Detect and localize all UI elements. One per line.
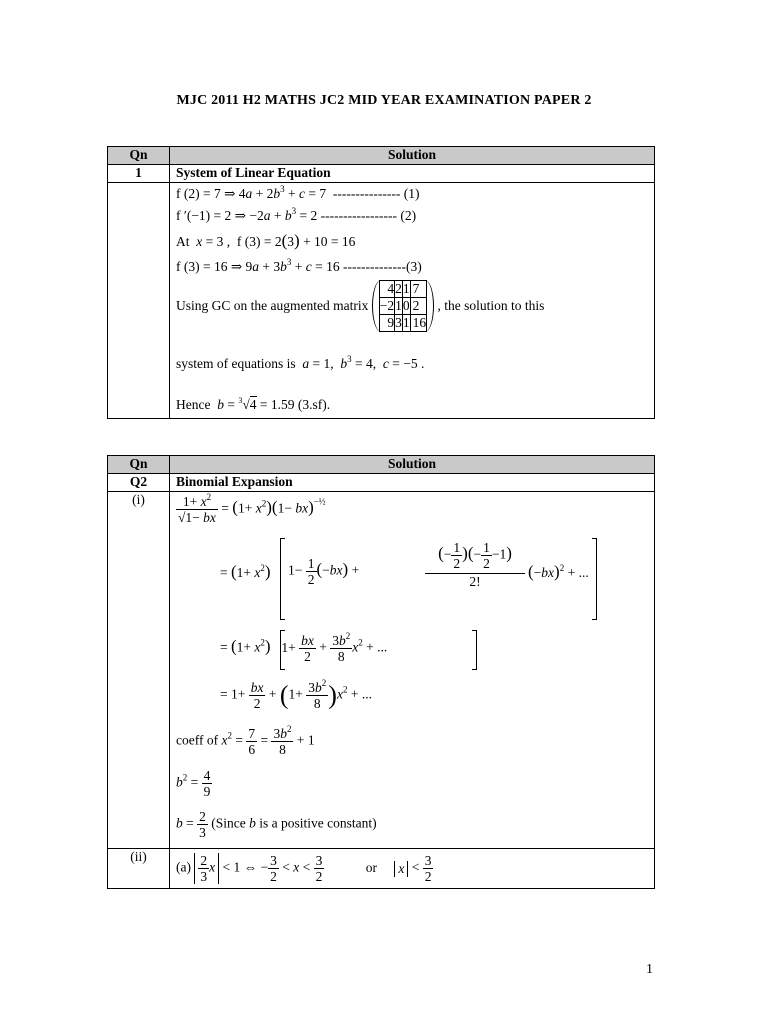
- solution-table-2: [107, 455, 655, 889]
- equation-line-2: f ′(−1) = 2 ⇒ $-2a + b^3 = 2$ ----------------- (2): [176, 206, 417, 223]
- augmented-matrix: 4 2 1 7 −2 1 0 2 9 3 1 16: [372, 280, 434, 332]
- expansion-line-1: $\frac{1+ x^2}{√1- bx}$ = $(1+ x^2)(1- bx)^{-\frac{1}{2}}$: [178, 492, 326, 525]
- expansion-line-3: = $(1+ x^2)$ 1+ $\frac{bx}{2}$ + $\frac{3b^2}{8}$ $x^2$ + ...: [220, 631, 388, 664]
- equation-line-1: f (2) = 7 ⇒ $4a + 2b^3 + c = 7$ --------------- (1): [176, 184, 420, 201]
- page-title: MJC 2011 H2 MATHS JC2 MID YEAR EXAMINATION PAPER 2: [176, 93, 592, 108]
- topic-title: Binomial Expansion: [170, 474, 655, 492]
- topic-row: [108, 474, 655, 492]
- page-number: 1: [646, 962, 653, 977]
- table-header-row: [108, 456, 655, 474]
- validity-line: (a) $\frac{2}{3}$ x < 1 ⇔ − $\frac{3}{2}$ < x < $\frac{3}{2}$ or x < $\frac{3}{2}$: [176, 853, 432, 884]
- table-header-row: [108, 147, 655, 165]
- expansion-line-4: = 1+ $\frac{bx}{2}$ + (1+ $\frac{3b^2}{8}$ )$x^2$ + ...: [220, 678, 372, 711]
- equation-line-3: At x = 3 , f (3) = 2(3) + 10 = 16: [176, 231, 356, 250]
- augmented-matrix-line: Using GC on the augmented matrix 4 2 1 7 −2 1 0 2 9 3 1 16 , the solution to this: [176, 281, 545, 330]
- hence-line: Hence b = $^3$√4 = 1.59 (3.sf).: [176, 396, 331, 412]
- header-qn: Qn: [108, 147, 170, 165]
- solution-body-2-ii: [170, 849, 655, 889]
- b-value-line: b = $\frac{2}{3}$ (Since b is a positive constant): [176, 809, 377, 840]
- part-label-ii: (ii): [108, 849, 170, 889]
- solution-body-1: [170, 183, 655, 419]
- coefficient-line: coeff of $x^2$ = $\frac{7}{6}$ = $\frac{3b^2}{8}$ + 1: [176, 724, 315, 757]
- header-solution: Solution: [170, 456, 655, 474]
- solution-line: system of equations is a = 1, $b^3 = 4$, c = −5 .: [176, 354, 425, 371]
- solution-table-1: [107, 146, 655, 419]
- header-solution: Solution: [170, 147, 655, 165]
- header-qn: Qn: [108, 456, 170, 474]
- topic-row: [108, 165, 655, 183]
- topic-title: System of Linear Equation: [170, 165, 655, 183]
- solution-body-2-i: $\frac{1+ x^2}{√1- bx}$ = $(1+ x^2)(1- bx)^{-\frac{1}{2}}$ = $(1+ x^2)$ 1− $\frac{1}{2}$ (−bx) + (− $\frac{1}{2}$ )(− $\frac{1}{2}$ −1) 2! $(-bx)^2$ + ... = $(1+ x^2)$ 1+ $\frac{bx}{2}$ + $\frac{3b^2}{8}$ $x^2$ + ... = 1+ $\frac{bx}{2}$ + (1+ $\frac{3b^2}{8}$ )$x^2$ + ... coeff of $x^2$ = $\frac{7}{6}$ = $\frac{3b^2}{8}$ + 1 $b^2$ = $\frac{4}{9}$ b = $\frac{2}{3}$ (Since b is a positive constant): [170, 492, 655, 849]
- b-squared-line: $b^2$ = $\frac{4}{9}$: [176, 768, 211, 799]
- equation-line-4: f (3) = 16 ⇒ $9a + 3b^3 + c = 16$ --------------(3): [176, 257, 422, 274]
- question-number: 1: [108, 165, 170, 183]
- question-number: Q2: [108, 474, 170, 492]
- expansion-line-2: = $(1+ x^2)$: [220, 562, 271, 581]
- part-label-i: (i): [108, 492, 170, 849]
